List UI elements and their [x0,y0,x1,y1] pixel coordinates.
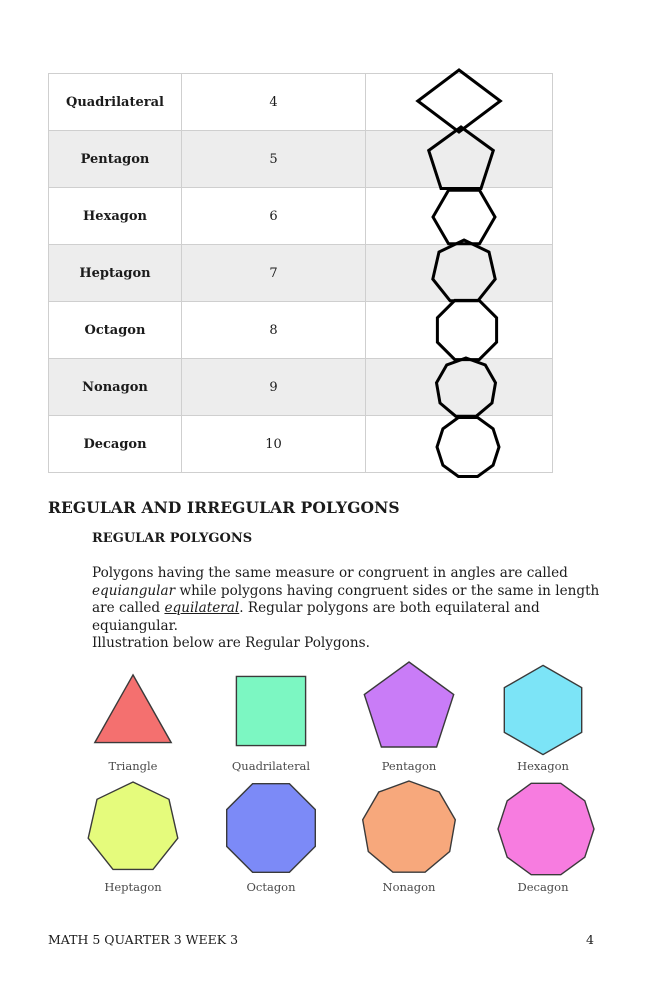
shape-caption: Decagon [517,880,569,894]
definition-text-3: . Regular polygons are both equilateral and equiangular. [92,600,540,634]
pentagon-icon [364,662,453,747]
octagon-icon [437,300,496,359]
pentagon-icon [429,127,494,189]
shape-caption: Heptagon [104,880,162,894]
polygon-name: Octagon [49,302,182,359]
definition-text-1: Polygons having the same measure or congruent in angles are called [92,565,568,581]
heptagon-icon [88,782,178,869]
polygon-name: Pentagon [49,131,182,188]
polygon-sides: 4 [182,74,366,131]
polygon-sides: 5 [182,131,366,188]
polygon-name: Quadrilateral [49,74,182,131]
shape-caption: Octagon [246,880,296,894]
shape-caption: Hexagon [517,759,569,773]
illustration-intro: Illustration below are Regular Polygons. [92,635,370,651]
polygon-sides: 6 [182,188,366,245]
nonagon-icon [437,358,496,416]
polygon-name: Hexagon [49,188,182,245]
shape-caption: Triangle [108,759,158,773]
footer-page-number: 4 [586,932,594,947]
triangle-icon [95,675,171,743]
nonagon-icon [363,781,456,872]
shape-caption: Pentagon [381,759,437,773]
square-icon [236,676,305,745]
definition-paragraph [92,565,604,653]
polygon-outline-column [413,68,505,480]
definition-text-2: while polygons having congruent sides or the same in length are called [92,582,600,616]
section-subheading: REGULAR POLYGONS [92,531,253,546]
polygon-sides: 10 [182,416,366,473]
shape-caption: Quadrilateral [231,759,311,773]
heptagon-icon [433,240,495,301]
term-equiangular: equiangular [92,582,176,599]
polygon-sides: 9 [182,359,366,416]
octagon-icon [227,784,316,873]
hexagon-icon [433,190,495,244]
polygon-name: Heptagon [49,245,182,302]
section-heading: REGULAR AND IRREGULAR POLYGONS [48,498,400,517]
hexagon-icon [504,665,581,754]
decagon-icon [437,418,499,477]
quadrilateral-icon [418,70,501,132]
footer-course-label: MATH 5 QUARTER 3 WEEK 3 [48,932,239,947]
shape-caption: Nonagon [382,880,436,894]
polygon-name: Decagon [49,416,182,473]
term-equilateral: equilateral [164,600,240,616]
polygon-sides: 8 [182,302,366,359]
polygon-name: Nonagon [49,359,182,416]
decagon-icon [498,783,594,874]
polygon-sides: 7 [182,245,366,302]
